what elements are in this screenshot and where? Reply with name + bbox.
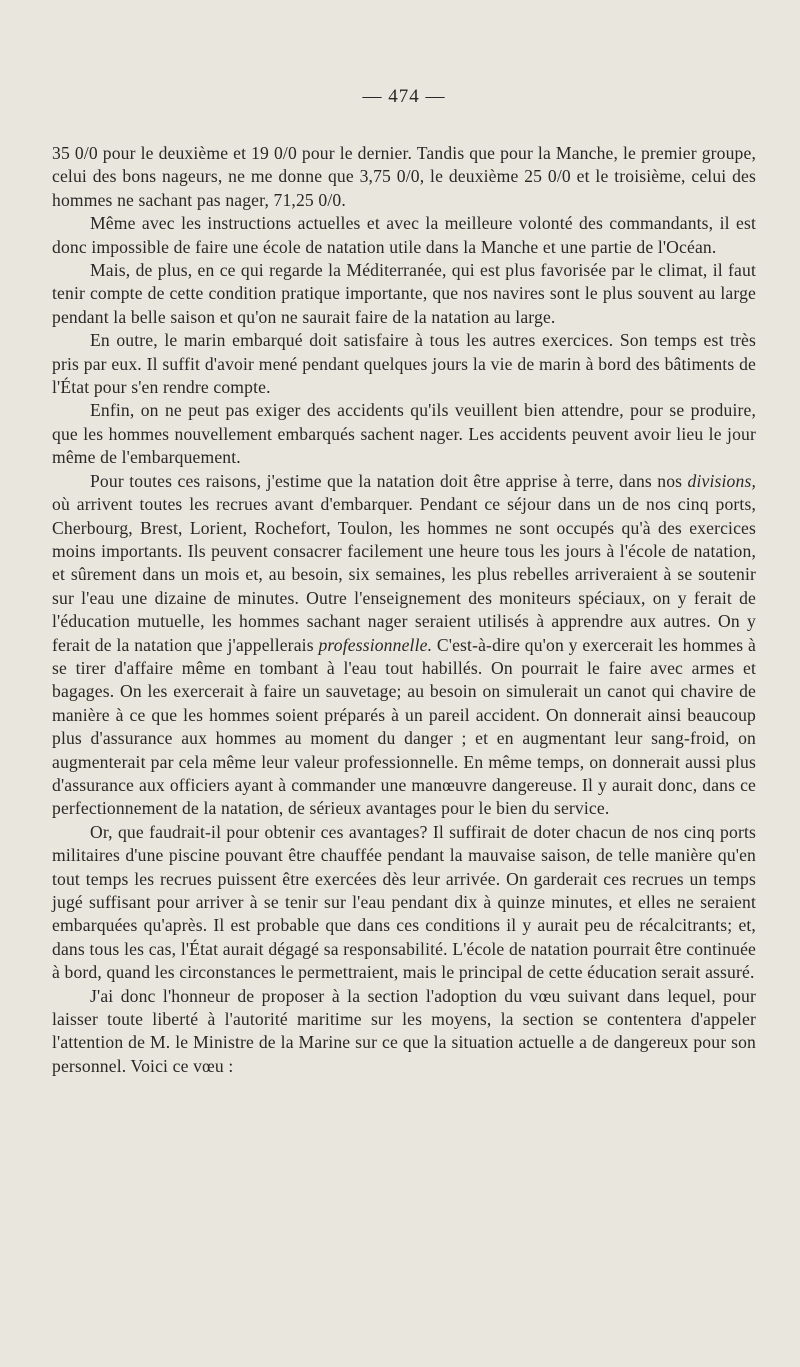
p6-text-b: où arrivent toutes les recrues avant d'embarquer. Pendant ce séjour dans un de nos cinq ports, Cherbourg, Brest, Lorient, Rochefort, Toulon, les hommes ne sont occupés qu'à des exercices moins importants. Ils peuvent consacrer facilement une heure tous les jours à l'école de natation, et sûrement dans un mois et, au besoin, six semaines, les plus rebelles arriveraient à se soutenir sur l'eau une dizaine de minutes. Outre l'enseignement des moniteurs spéciaux, on y ferait de l'éducation mutuelle, les hommes sachant nager seraient utilisés à apprendre aux autres. On y ferait de la natation que j'appellerais	[52, 494, 756, 655]
body-text	[52, 142, 756, 1078]
page-number: — 474 —	[362, 86, 446, 107]
paragraph-7: Or, que faudrait-il pour obtenir ces avantages? Il suffirait de doter chacun de nos cinq ports militaires d'une piscine pouvant être chauffée pendant la mauvaise saison, de telle manière qu'en tout temps les recrues puissent être exercées dès leur arrivée. On garderait ces recrues un temps jugé suffisant pour arriver à se tenir sur l'eau pendant dix à quinze minutes, et elles ne seraient embarquées qu'après. Il est probable que dans ces conditions il y aurait peu de récalcitrants; et, dans tous les cas, l'État aurait dégagé sa responsabilité. L'école de natation pourrait être continuée à bord, quand les circonstances le permettraient, mais le principal de cette éducation serait assuré.	[52, 821, 756, 983]
paragraph-4: En outre, le marin embarqué doit satisfaire à tous les autres exercices. Son temps est très pris par eux. Il suffit d'avoir mené pendant quelques jours la vie de marin à bord des bâtiments de l'État pour s'en rendre compte.	[52, 330, 756, 398]
p6-text-a: Pour toutes ces raisons, j'estime que la natation doit être apprise à terre, dans nos	[90, 470, 688, 491]
paragraph-2: Même avec les instructions actuelles et avec la meilleure volonté des commandants, il est donc impossible de faire une école de natation utile dans la Manche et une partie de l'Océan.	[52, 213, 756, 257]
paragraph-6	[52, 470, 756, 821]
paragraph-5: Enfin, on ne peut pas exiger des accidents qu'ils veuillent bien attendre, pour se produire, que les hommes nouvellement embarqués sachent nager. Les accidents peuvent avoir lieu le jour même de l'embarquement.	[52, 400, 756, 468]
paragraph-3: Mais, de plus, en ce qui regarde la Méditerranée, qui est plus favorisée par le climat, il faut tenir compte de cette condition pratique importante, que nos navires sont le plus souvent au large pendant la belle saison et qu'on ne saurait faire de la natation au large.	[52, 260, 756, 327]
p6-italic-professionnelle: professionnelle.	[318, 634, 433, 655]
p6-italic-divisions: divisions,	[687, 470, 756, 491]
p6-text-c: C'est-à-dire qu'on y exercerait les hommes à se tirer d'affaire même en tombant à l'eau tout habillés. On pourrait le faire avec armes et bagages. On les exercerait à faire un sauvetage; au besoin on simulerait un canot qui chavire de manière à ce que les hommes soient préparés à un pareil accident. On donnerait ainsi beaucoup plus d'assurance aux hommes au moment du danger ; et en augmentant leur sang-froid, on augmenterait par cela même leur valeur professionnelle. En même temps, on donnerait aussi plus d'assurance aux officiers ayant à commander une manœuvre dangereuse. Il y aurait donc, dans ce perfectionnement de la natation, de sérieux avantages pour le bien du service.	[52, 634, 756, 819]
paragraph-1: 35 0/0 pour le deuxième et 19 0/0 pour le dernier. Tandis que pour la Manche, le premier groupe, celui des bons nageurs, ne me donne que 3,75 0/0, le deuxième 25 0/0 et le troisième, celui des hommes ne sachant pas nager, 71,25 0/0.	[52, 143, 756, 210]
paragraph-8: J'ai donc l'honneur de proposer à la section l'adoption du vœu suivant dans lequel, pour laisser toute liberté à l'autorité maritime sur les moyens, la section se contentera d'appeler l'attention de M. le Ministre de la Marine sur ce que la situation actuelle a de dangereux pour son personnel. Voici ce vœu :	[52, 985, 756, 1076]
